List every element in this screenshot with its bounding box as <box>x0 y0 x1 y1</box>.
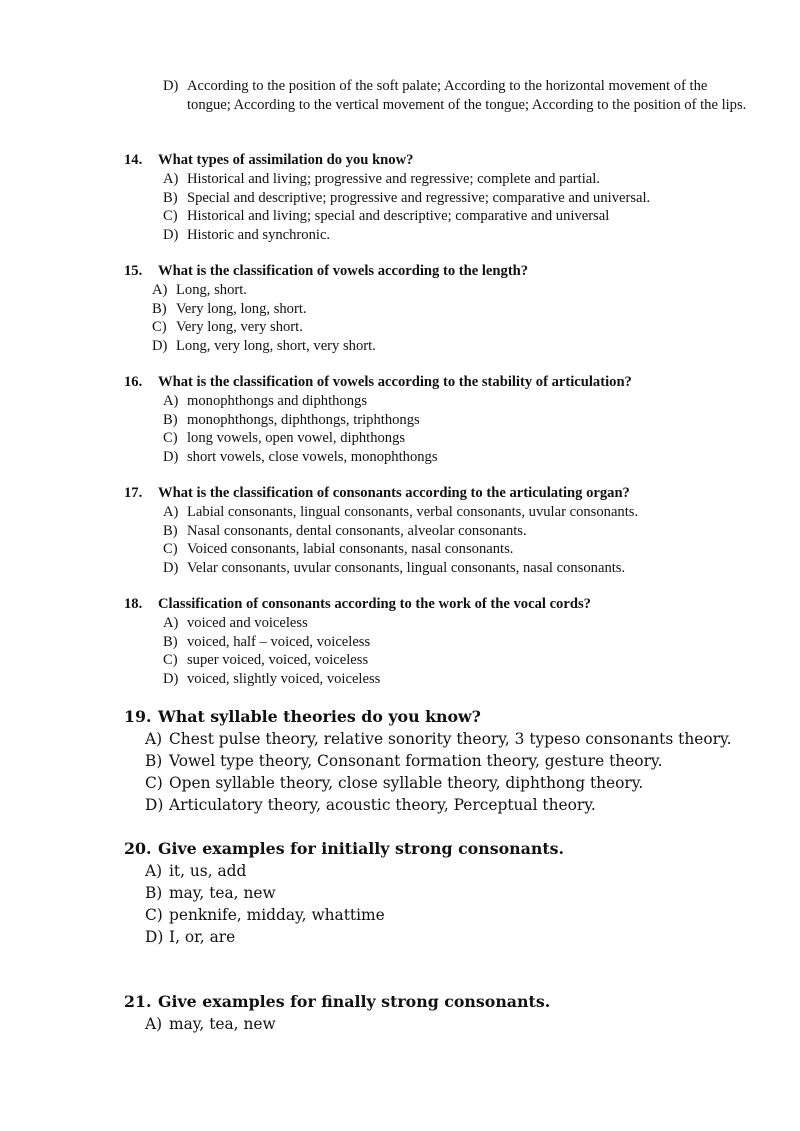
option-d <box>163 670 764 689</box>
option-text: Chest pulse theory, relative sonority theory, 3 typeso consonants theory. <box>169 730 732 748</box>
question-title <box>124 373 764 392</box>
option-text: Nasal consonants, dental consonants, alveolar consonants. <box>187 522 527 539</box>
question-text: Give examples for initially strong consonants. <box>158 839 565 858</box>
option-label: C) <box>163 430 178 447</box>
option-label: C) <box>163 652 178 669</box>
option-c <box>163 207 764 226</box>
option-text: According to the position of the soft palate; According to the horizontal movement of the tongue; According to the vertical movement of the tongue; According to the position of the lips. <box>187 78 747 113</box>
option-d <box>163 559 764 578</box>
option-text: monophthongs and diphthongs <box>187 393 367 410</box>
option-c <box>163 651 764 670</box>
question-14 <box>124 151 764 244</box>
option-label: B) <box>163 411 178 428</box>
option-label: B) <box>163 522 178 539</box>
option-text: Vowel type theory, Consonant formation theory, gesture theory. <box>169 752 663 770</box>
option-text: penknife, midday, whattime <box>169 906 385 924</box>
option-a <box>163 503 764 522</box>
option-text: may, tea, new <box>169 1015 276 1033</box>
option-text: Long, very long, short, very short. <box>176 337 376 354</box>
question-number: 20. <box>124 839 152 858</box>
option-label: D) <box>163 448 179 465</box>
question-text: Give examples for finally strong consonants. <box>158 992 551 1011</box>
option-text: Voiced consonants, labial consonants, nasal consonants. <box>187 541 514 558</box>
option-label: B) <box>152 300 167 317</box>
option-c <box>145 772 764 794</box>
option-label: B) <box>163 633 178 650</box>
option-d <box>145 794 764 816</box>
option-text: long vowels, open vowel, diphthongs <box>187 430 406 447</box>
option-text: Historic and synchronic. <box>187 226 331 243</box>
option-text: super voiced, voiced, voiceless <box>187 652 369 669</box>
option-text: voiced and voiceless <box>187 615 308 632</box>
option-text: may, tea, new <box>169 884 276 902</box>
option-d <box>145 926 764 948</box>
option-a <box>163 170 764 189</box>
option-label: D) <box>163 78 179 94</box>
option-label: A) <box>163 393 179 410</box>
option-label: D) <box>163 559 179 576</box>
question-text: What is the classification of vowels according to the length? <box>158 263 529 279</box>
option-b <box>163 189 764 208</box>
option-c <box>163 429 764 448</box>
option-label: D) <box>163 670 179 687</box>
option-d <box>152 337 764 356</box>
option-label: B) <box>163 189 178 206</box>
option-text: voiced, slightly voiced, voiceless <box>187 670 381 687</box>
option-a <box>163 614 764 633</box>
question-number: 19. <box>124 707 152 726</box>
question-number: 16. <box>124 374 143 390</box>
option-label: D) <box>145 796 164 814</box>
option-a <box>163 392 764 411</box>
option-label: C) <box>163 208 178 225</box>
option-label: D) <box>152 337 168 354</box>
option-a <box>145 860 764 882</box>
option-c <box>163 540 764 559</box>
option-label: A) <box>145 1015 163 1033</box>
option-text: Very long, long, short. <box>176 300 307 317</box>
question-title <box>124 838 764 860</box>
option-label: A) <box>163 171 179 188</box>
question-text: What is the classification of consonants according to the articulating organ? <box>158 485 630 501</box>
question-number: 15. <box>124 263 143 279</box>
option-a <box>145 1013 764 1035</box>
option-label: A) <box>145 730 163 748</box>
option-text: monophthongs, diphthongs, triphthongs <box>187 411 420 428</box>
option-d <box>163 448 764 467</box>
question-text: Classification of consonants according to the work of the vocal cords? <box>158 596 591 612</box>
question-21 <box>124 991 764 1035</box>
option-b <box>163 411 764 430</box>
question-title <box>124 595 764 614</box>
option-text: Long, short. <box>176 282 247 299</box>
option-b <box>145 882 764 904</box>
question-19 <box>124 706 764 816</box>
question-text: What types of assimilation do you know? <box>158 152 414 168</box>
option-text: voiced, half – voiced, voiceless <box>187 633 371 650</box>
option-text: Articulatory theory, acoustic theory, Perceptual theory. <box>169 796 596 814</box>
question-number: 17. <box>124 485 143 501</box>
question-title <box>124 991 764 1013</box>
question-number: 14. <box>124 152 143 168</box>
option-label: A) <box>163 615 179 632</box>
option-label: C) <box>145 906 163 924</box>
question-title <box>124 706 764 728</box>
option-c <box>145 904 764 926</box>
question-title <box>124 262 764 281</box>
option-label: A) <box>152 282 168 299</box>
option-label: C) <box>163 541 178 558</box>
option-b <box>145 750 764 772</box>
question-18 <box>124 595 764 688</box>
question-16 <box>124 373 764 466</box>
option-a <box>145 728 764 750</box>
question-17 <box>124 484 764 577</box>
option-label: A) <box>163 504 179 521</box>
option-b <box>152 300 764 319</box>
option-text: Special and descriptive; progressive and regressive; comparative and universal. <box>187 189 651 206</box>
option-text: I, or, are <box>169 928 236 946</box>
option-text: Historical and living; progressive and regressive; complete and partial. <box>187 171 600 188</box>
option-d <box>163 226 764 245</box>
option-label: C) <box>145 774 163 792</box>
option-text: Very long, very short. <box>176 319 303 336</box>
question-text: What syllable theories do you know? <box>158 707 481 726</box>
question-text: What is the classification of vowels according to the stability of articulation? <box>158 374 632 390</box>
option-a <box>152 281 764 300</box>
question-title <box>124 151 764 170</box>
question-15 <box>124 262 764 355</box>
question-number: 18. <box>124 596 143 612</box>
prev-question-option-d <box>163 77 753 115</box>
option-label: A) <box>145 862 163 880</box>
option-text: it, us, add <box>169 862 247 880</box>
option-label: D) <box>163 226 179 243</box>
option-label: B) <box>145 752 163 770</box>
option-b <box>163 633 764 652</box>
option-text: Velar consonants, uvular consonants, lingual consonants, nasal consonants. <box>187 559 626 576</box>
option-text: short vowels, close vowels, monophthongs <box>187 448 438 465</box>
option-c <box>152 318 764 337</box>
option-text: Labial consonants, lingual consonants, verbal consonants, uvular consonants. <box>187 504 639 521</box>
option-label: C) <box>152 319 167 336</box>
question-20 <box>124 838 764 948</box>
option-text: Open syllable theory, close syllable theory, diphthong theory. <box>169 774 644 792</box>
option-label: D) <box>145 928 164 946</box>
question-number: 21. <box>124 992 152 1011</box>
option-label: B) <box>145 884 163 902</box>
question-title <box>124 484 764 503</box>
option-b <box>163 522 764 541</box>
option-text: Historical and living; special and descriptive; comparative and universal <box>187 208 610 225</box>
